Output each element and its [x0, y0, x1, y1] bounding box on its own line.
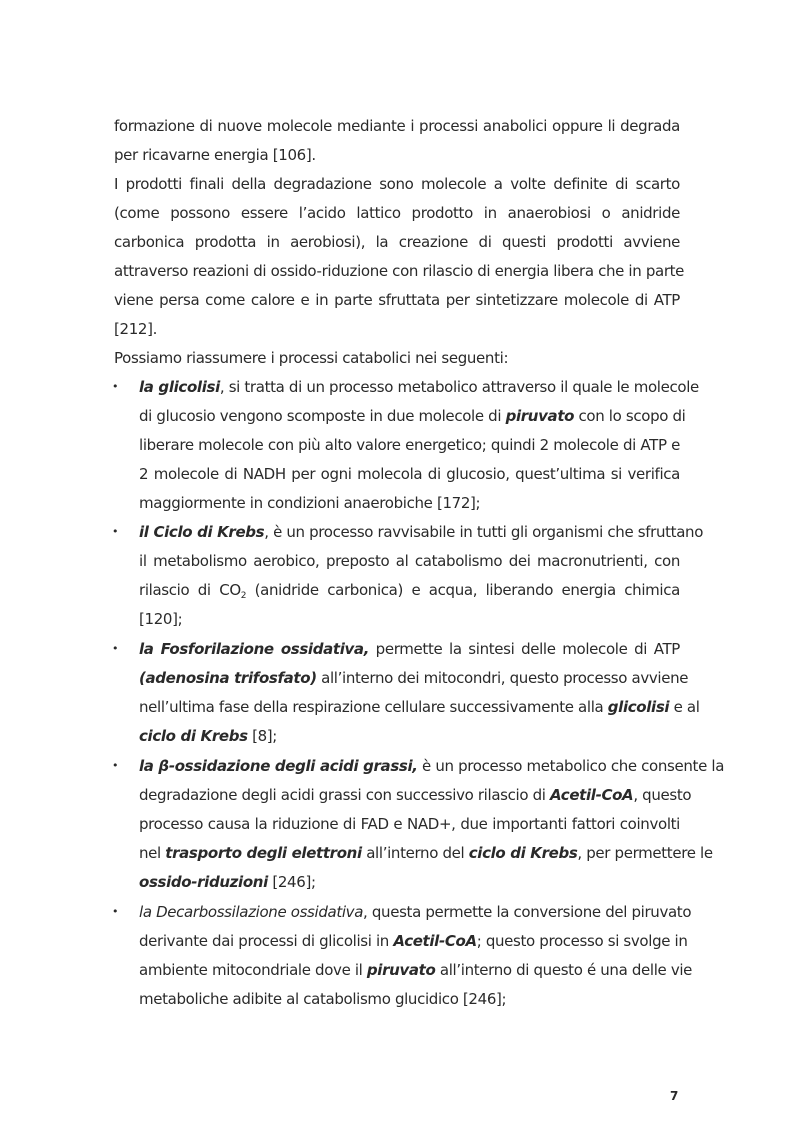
list-item-line [139, 756, 725, 776]
list-item-line [139, 377, 699, 397]
text-run: ambiente mitocondriale dove il [139, 961, 367, 979]
text-run: [246]; [267, 873, 316, 891]
term-piruvato: piruvato [505, 407, 575, 425]
text-run: all’interno dei mitocondri, questo processo avviene [316, 669, 689, 687]
text-run: maggiormente in condizioni anaerobiche [172]; [139, 494, 481, 512]
text-run: ; questo processo si svolge in [476, 932, 688, 950]
text-run: , questa permette la conversione del piruvato [363, 903, 692, 921]
text-run: e al [669, 698, 700, 716]
text-run: nell’ultima fase della respirazione cellulare successivamente alla [139, 698, 608, 716]
text-run: è un processo metabolico che consente la [417, 757, 725, 775]
list-item-line [139, 406, 686, 426]
text-run: liberare molecole con più alto valore energetico; quindi 2 molecole di ATP e [139, 436, 680, 454]
text-run: processo causa la riduzione di FAD e NAD+, due importanti fattori coinvolti [139, 815, 680, 833]
text-line: per ricavarne energia [106]. [114, 146, 316, 164]
term-ossido-riduzioni: ossido-riduzioni [139, 873, 268, 891]
text-run: [120]; [139, 610, 183, 628]
list-item-line [139, 522, 704, 542]
text-run: il metabolismo aerobico, preposto al catabolismo dei macronutrienti, con [139, 552, 680, 570]
list-item-line [139, 785, 692, 805]
list-item-line [139, 726, 680, 746]
list-item-line [139, 872, 680, 892]
term-decarbossilazione: la Decarbossilazione ossidativa [139, 903, 364, 921]
text-run: , questo [633, 786, 692, 804]
term-ciclo-di-krebs: il Ciclo di Krebs [139, 523, 265, 541]
text-run: rilascio di CO [139, 581, 241, 599]
term-trasporto-elettroni: trasporto degli elettroni [165, 844, 362, 862]
list-item-line [139, 931, 688, 951]
list-item-line [139, 609, 680, 629]
list-item-line [139, 639, 680, 659]
text-line: formazione di nuove molecole mediante i processi anabolici oppure li degrada [114, 117, 680, 135]
text-line: Possiamo riassumere i processi catabolici nei seguenti: [114, 349, 509, 367]
term-adenosina-trifosfato: (adenosina trifosfato) [139, 669, 317, 687]
page-number: 7 [670, 1089, 679, 1103]
list-item-line [139, 989, 680, 1009]
term-glicolisi: glicolisi [607, 698, 670, 716]
list-item-line [139, 814, 680, 834]
term-glicolisi: la glicolisi [139, 378, 220, 396]
term-piruvato: piruvato [366, 961, 436, 979]
list-item-line [139, 902, 692, 922]
list-item-line [139, 580, 680, 600]
text-run: 2 molecole di NADH per ogni molecola di glucosio, quest’ultima si verifica [139, 465, 680, 483]
text-run: nel [139, 844, 166, 862]
list-item-line [139, 464, 680, 484]
term-ciclo-di-krebs: ciclo di Krebs [139, 727, 248, 745]
bullet-icon: • [112, 642, 119, 655]
list-item-line [139, 435, 680, 455]
text-line: (come possono essere l’acido lattico prodotto in anaerobiosi o anidride [114, 204, 680, 222]
text-run: degradazione degli acidi grassi con successivo rilascio di [139, 786, 550, 804]
bullet-icon: • [112, 759, 119, 772]
text-run: , per permettere le [577, 844, 713, 862]
text-run: all’interno del [361, 844, 469, 862]
bullet-icon: • [112, 380, 119, 393]
text-line: viene persa come calore e in parte sfruttata per sintetizzare molecole di ATP [114, 291, 680, 309]
bullet-icon: • [112, 905, 119, 918]
subscript: 2 [240, 591, 247, 601]
list-item-line [139, 960, 693, 980]
text-run: (anidride carbonica) e acqua, liberando energia chimica [246, 581, 680, 599]
term-ciclo-di-krebs: ciclo di Krebs [468, 844, 578, 862]
term-fosforilazione: la Fosforilazione ossidativa, [139, 640, 370, 658]
term-acetil-coa: Acetil-CoA [393, 932, 477, 950]
text-run: , si tratta di un processo metabolico attraverso il quale le molecole [219, 378, 699, 396]
text-line: [212]. [114, 320, 158, 338]
text-run: all’interno di questo é una delle vie [435, 961, 693, 979]
list-item-line [139, 843, 713, 863]
text-run: con lo scopo di [574, 407, 686, 425]
text-run: [8]; [247, 727, 277, 745]
text-run: permette la sintesi delle molecole di ATP [369, 640, 680, 658]
text-run: metaboliche adibite al catabolismo glucidico [246]; [139, 990, 507, 1008]
text-run: di glucosio vengono scomposte in due molecole di [139, 407, 506, 425]
text-line: carbonica prodotta in aerobiosi), la creazione di questi prodotti avviene [114, 233, 680, 251]
list-item-line [139, 697, 700, 717]
list-item-line [139, 668, 689, 688]
list-item-line [139, 493, 680, 513]
bullet-icon: • [112, 525, 119, 538]
text-line: I prodotti finali della degradazione sono molecole a volte definite di scarto [114, 175, 680, 193]
text-run: , è un processo ravvisabile in tutti gli organismi che sfruttano [264, 523, 704, 541]
term-beta-ossidazione: la β-ossidazione degli acidi grassi, [139, 757, 418, 775]
text-run: derivante dai processi di glicolisi in [139, 932, 394, 950]
list-item-line [139, 551, 680, 571]
text-line: attraverso reazioni di ossido-riduzione con rilascio di energia libera che in parte [114, 262, 685, 280]
term-acetil-coa: Acetil-CoA [550, 786, 634, 804]
